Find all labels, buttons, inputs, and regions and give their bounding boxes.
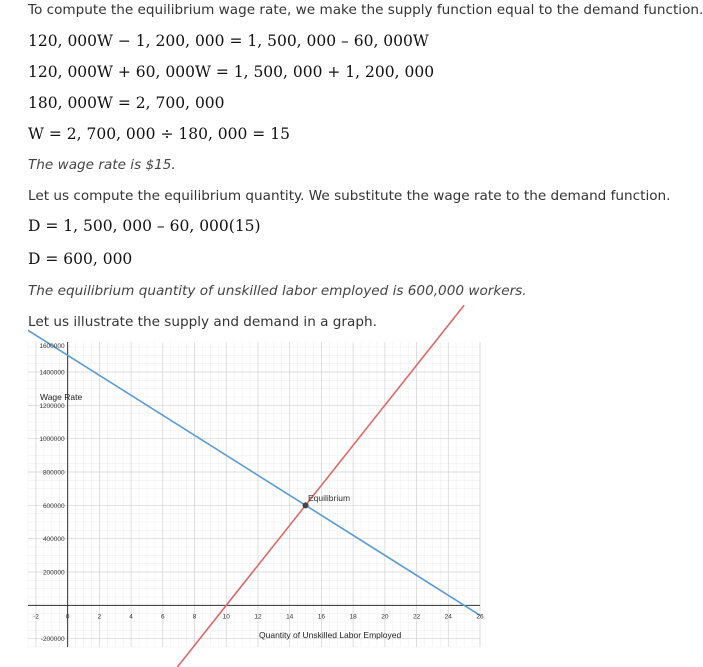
equation-2: 120, 000W + 60, 000W = 1, 500, 000 + 1, 200, 000 bbox=[28, 63, 435, 81]
y-axis-label: Wage Rate bbox=[40, 392, 83, 402]
equation-3: 180, 000W = 2, 700, 000 bbox=[28, 94, 225, 112]
y-tick-label: 1200000 bbox=[39, 402, 65, 410]
y-tick-label: 1600000 bbox=[39, 343, 65, 350]
quantity-intro: Let us compute the equilibrium quantity. We substitute the wage rate to the demand function. bbox=[28, 188, 671, 204]
y-tick-label: 400000 bbox=[42, 536, 65, 544]
x-tick-label: 26 bbox=[476, 613, 484, 621]
equation-5: D = 1, 500, 000 – 60, 000(15) bbox=[28, 217, 261, 235]
supply-demand-graph bbox=[28, 342, 484, 647]
x-tick-label: -2 bbox=[33, 613, 39, 621]
x-tick-label: 0 bbox=[65, 613, 70, 621]
x-tick-label: 20 bbox=[381, 613, 389, 621]
x-tick-label: 4 bbox=[129, 613, 133, 621]
y-tick-label: -200000 bbox=[40, 636, 65, 644]
x-tick-label: 6 bbox=[160, 613, 165, 621]
y-tick-label: 800000 bbox=[42, 469, 65, 477]
x-tick-label: 2 bbox=[97, 613, 102, 621]
x-axis-label: Quantity of Unskilled Labor Employed bbox=[259, 630, 402, 640]
wage-result: The wage rate is $15. bbox=[28, 157, 176, 173]
y-tick-label: 1400000 bbox=[39, 369, 65, 377]
x-tick-label: 14 bbox=[286, 613, 294, 621]
y-tick-label: 1000000 bbox=[39, 436, 65, 444]
x-tick-label: 24 bbox=[444, 613, 452, 621]
x-tick-label: 8 bbox=[192, 613, 197, 621]
equilibrium-label: Equilibrium bbox=[308, 493, 351, 503]
x-tick-label: 12 bbox=[254, 613, 262, 621]
quantity-result: The equilibrium quantity of unskilled labor employed is 600,000 workers. bbox=[28, 283, 527, 299]
equation-1: 120, 000W − 1, 200, 000 = 1, 500, 000 – 60, 000W bbox=[28, 32, 429, 50]
x-tick-label: 18 bbox=[349, 613, 357, 621]
y-tick-label: 600000 bbox=[42, 502, 65, 510]
graph-background bbox=[28, 342, 480, 647]
x-tick-label: 22 bbox=[412, 613, 421, 621]
graph-intro: Let us illustrate the supply and demand in a graph. bbox=[28, 314, 377, 330]
y-tick-label: 200000 bbox=[42, 569, 65, 577]
x-tick-label: 10 bbox=[222, 613, 230, 621]
intro-text: To compute the equilibrium wage rate, we make the supply function equal to the demand function. bbox=[28, 2, 703, 18]
equation-4: W = 2, 700, 000 ÷ 180, 000 = 15 bbox=[28, 125, 290, 143]
x-tick-label: 16 bbox=[317, 613, 326, 621]
equation-6: D = 600, 000 bbox=[28, 250, 133, 268]
equilibrium-point bbox=[303, 502, 309, 508]
